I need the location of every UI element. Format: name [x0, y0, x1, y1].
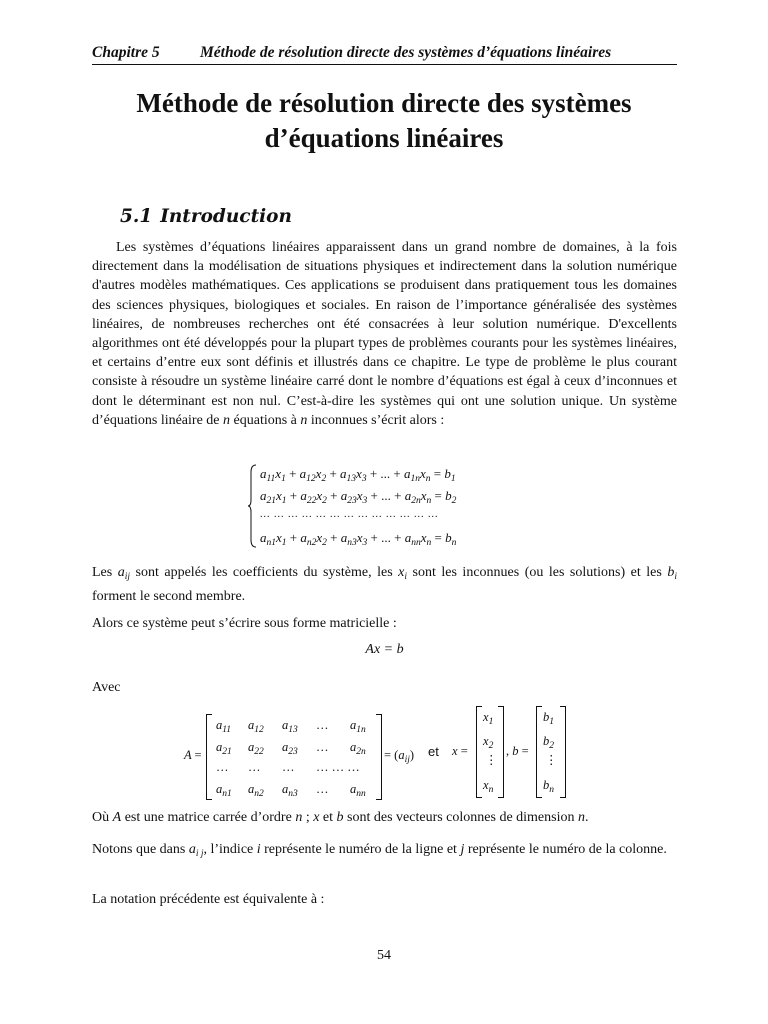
avec-label: Avec	[92, 680, 121, 695]
matrix-a-compact: = $(a_{ij})$	[384, 748, 415, 765]
intro-text: Les systèmes d’équations linéaires apparaissent dans un grand nombre de domaines, à la fois directement dans la modélisation de situations physiques et indirectement dans la solution numérique d'autres modèles mathématiques. Ces applications se produisent dans pratiquement tous les domaines des sciences physiques, biologiques et sociales. En raison de l’importance généralisée des systèmes linéaires, de nombreuses recherches ont été consacrées à leur solution numérique. D'excellents algorithmes ont été développés pour la plupart types de problèmes courants pour les systèmes linéaires, et certains d’entre eux sont définis et illustrés dans ce chapitre. Le type de problème le plus courant consiste à résoudre un système linéaire carré dont le nombre d’équations est égal à ceux d’inconnues et dont le déterminant est non nul. C’est-à-dire les systèmes qui ont une solution unique. Un système d’équations linéaire de	[92, 240, 677, 428]
notons-sentence	[92, 840, 677, 864]
ou-x: x	[313, 810, 320, 825]
notons-j: j	[460, 842, 465, 857]
coef-text-1: Les	[92, 565, 118, 580]
vector-x-block: x = $x_1$ $x_2$ ⋮ $x_n$	[452, 706, 542, 800]
notons-text-1: Notons que dans	[92, 842, 189, 857]
coef-aij: a	[117, 565, 125, 580]
chapter-title-line-1: Méthode de résolution directe des systèmes	[136, 88, 632, 118]
vector-x-label: x =	[452, 744, 468, 758]
system-row-1: $a_{11}x_1 + a_{12}x_2 + a_{13}x_3$ + ... + $a_{1n}x_n = b_1$	[260, 466, 456, 484]
header-title: Méthode de résolution directe des systèmes d’équations linéaires	[200, 44, 612, 61]
section-title: Introduction	[160, 206, 292, 227]
intro-n1: n	[223, 412, 231, 428]
matrix-a-left-bracket	[206, 714, 212, 800]
system-brace	[248, 464, 258, 548]
ou-text-5: sont des vecteurs colonnes de dimension	[343, 810, 578, 825]
ou-sentence	[92, 808, 677, 827]
notons-text-3: représente le numéro de la ligne et	[260, 842, 461, 857]
header-chapter: Chapitre 5	[92, 44, 160, 61]
coef-aij-sub: ij	[124, 572, 131, 582]
chapter-title-line-2: d’équations linéaires	[264, 123, 504, 153]
ou-b: b	[336, 810, 344, 825]
system-row-2: $a_{21}x_1 + a_{22}x_2 + a_{23}x_3$ + ... + $a_{2n}x_n = b_2$	[260, 488, 457, 506]
linear-system	[248, 462, 508, 550]
et-label: et	[428, 744, 439, 759]
ou-text-6: .	[584, 810, 589, 825]
system-row-n: $a_{n1}x_1 + a_{n2}x_2 + a_{n3}x_3$ + ... + $a_{nn}x_n = b_n$	[260, 530, 457, 548]
ou-A: A	[112, 810, 122, 825]
matrix-intro: Alors ce système peut s’écrire sous forme matricielle :	[92, 616, 397, 631]
coef-xi-sub: i	[404, 572, 408, 582]
matrix-equation: Ax = b	[365, 642, 404, 657]
ou-text-3: ;	[302, 810, 314, 825]
notons-i: i	[256, 842, 261, 857]
section-number: 5.1	[120, 206, 153, 227]
coef-text-2: sont appelés les coefficients du système, les	[130, 565, 399, 580]
ou-text-2: est une matrice carrée d’ordre	[121, 810, 296, 825]
intro-paragraph	[92, 238, 677, 430]
coefficients-sentence	[92, 563, 677, 606]
coef-xi: x	[398, 565, 405, 580]
intro-end: inconnues s’écrit alors :	[307, 412, 445, 428]
section-heading	[120, 206, 292, 227]
coef-text-3: sont les inconnues (ou les solutions) et les	[407, 565, 668, 580]
matrix-a-right-bracket	[376, 714, 382, 800]
notons-a: a	[188, 842, 196, 857]
vector-b-block: , b = $b_1$ $b_2$ ⋮ $b_n$	[506, 706, 586, 800]
ou-text-1: Où	[92, 810, 113, 825]
intro-n2: n	[300, 412, 308, 428]
last-line: La notation précédente est équivalente à :	[92, 892, 325, 907]
intro-mid: équations à	[230, 412, 301, 428]
chapter-title	[60, 86, 708, 156]
running-header	[92, 44, 677, 65]
matrix-a-block: A = $a_{11}$ $a_{12}$ $a_{13}$ … $a_{1n}$ $a_{21}$ $a_{22}$ $a_{23}$ … $a_{2n}$ … … … … … … $a_{n1}$ $a_{n2}$ $a_{n3}$ … $a_{nn}$ = $(a_{ij})$	[184, 712, 484, 802]
matrix-a-label: A =	[184, 748, 202, 762]
ou-text-4: et	[319, 810, 337, 825]
coef-bi: b	[667, 565, 675, 580]
coef-bi-sub: i	[674, 572, 677, 582]
coef-text-4: forment le second membre.	[92, 589, 246, 605]
ou-n: n	[295, 810, 303, 825]
notons-sub: i j	[195, 849, 204, 859]
notons-text-2: , l’indice	[203, 842, 257, 857]
ou-n2: n	[577, 810, 585, 825]
vector-b-label: , b =	[506, 744, 529, 758]
system-row-dots: ... ... ... ... ... ... ... ... ... ... ... ... ...	[260, 509, 439, 520]
page-number: 54	[377, 948, 391, 963]
notons-text-4: représente le numéro de la colonne.	[464, 842, 667, 857]
